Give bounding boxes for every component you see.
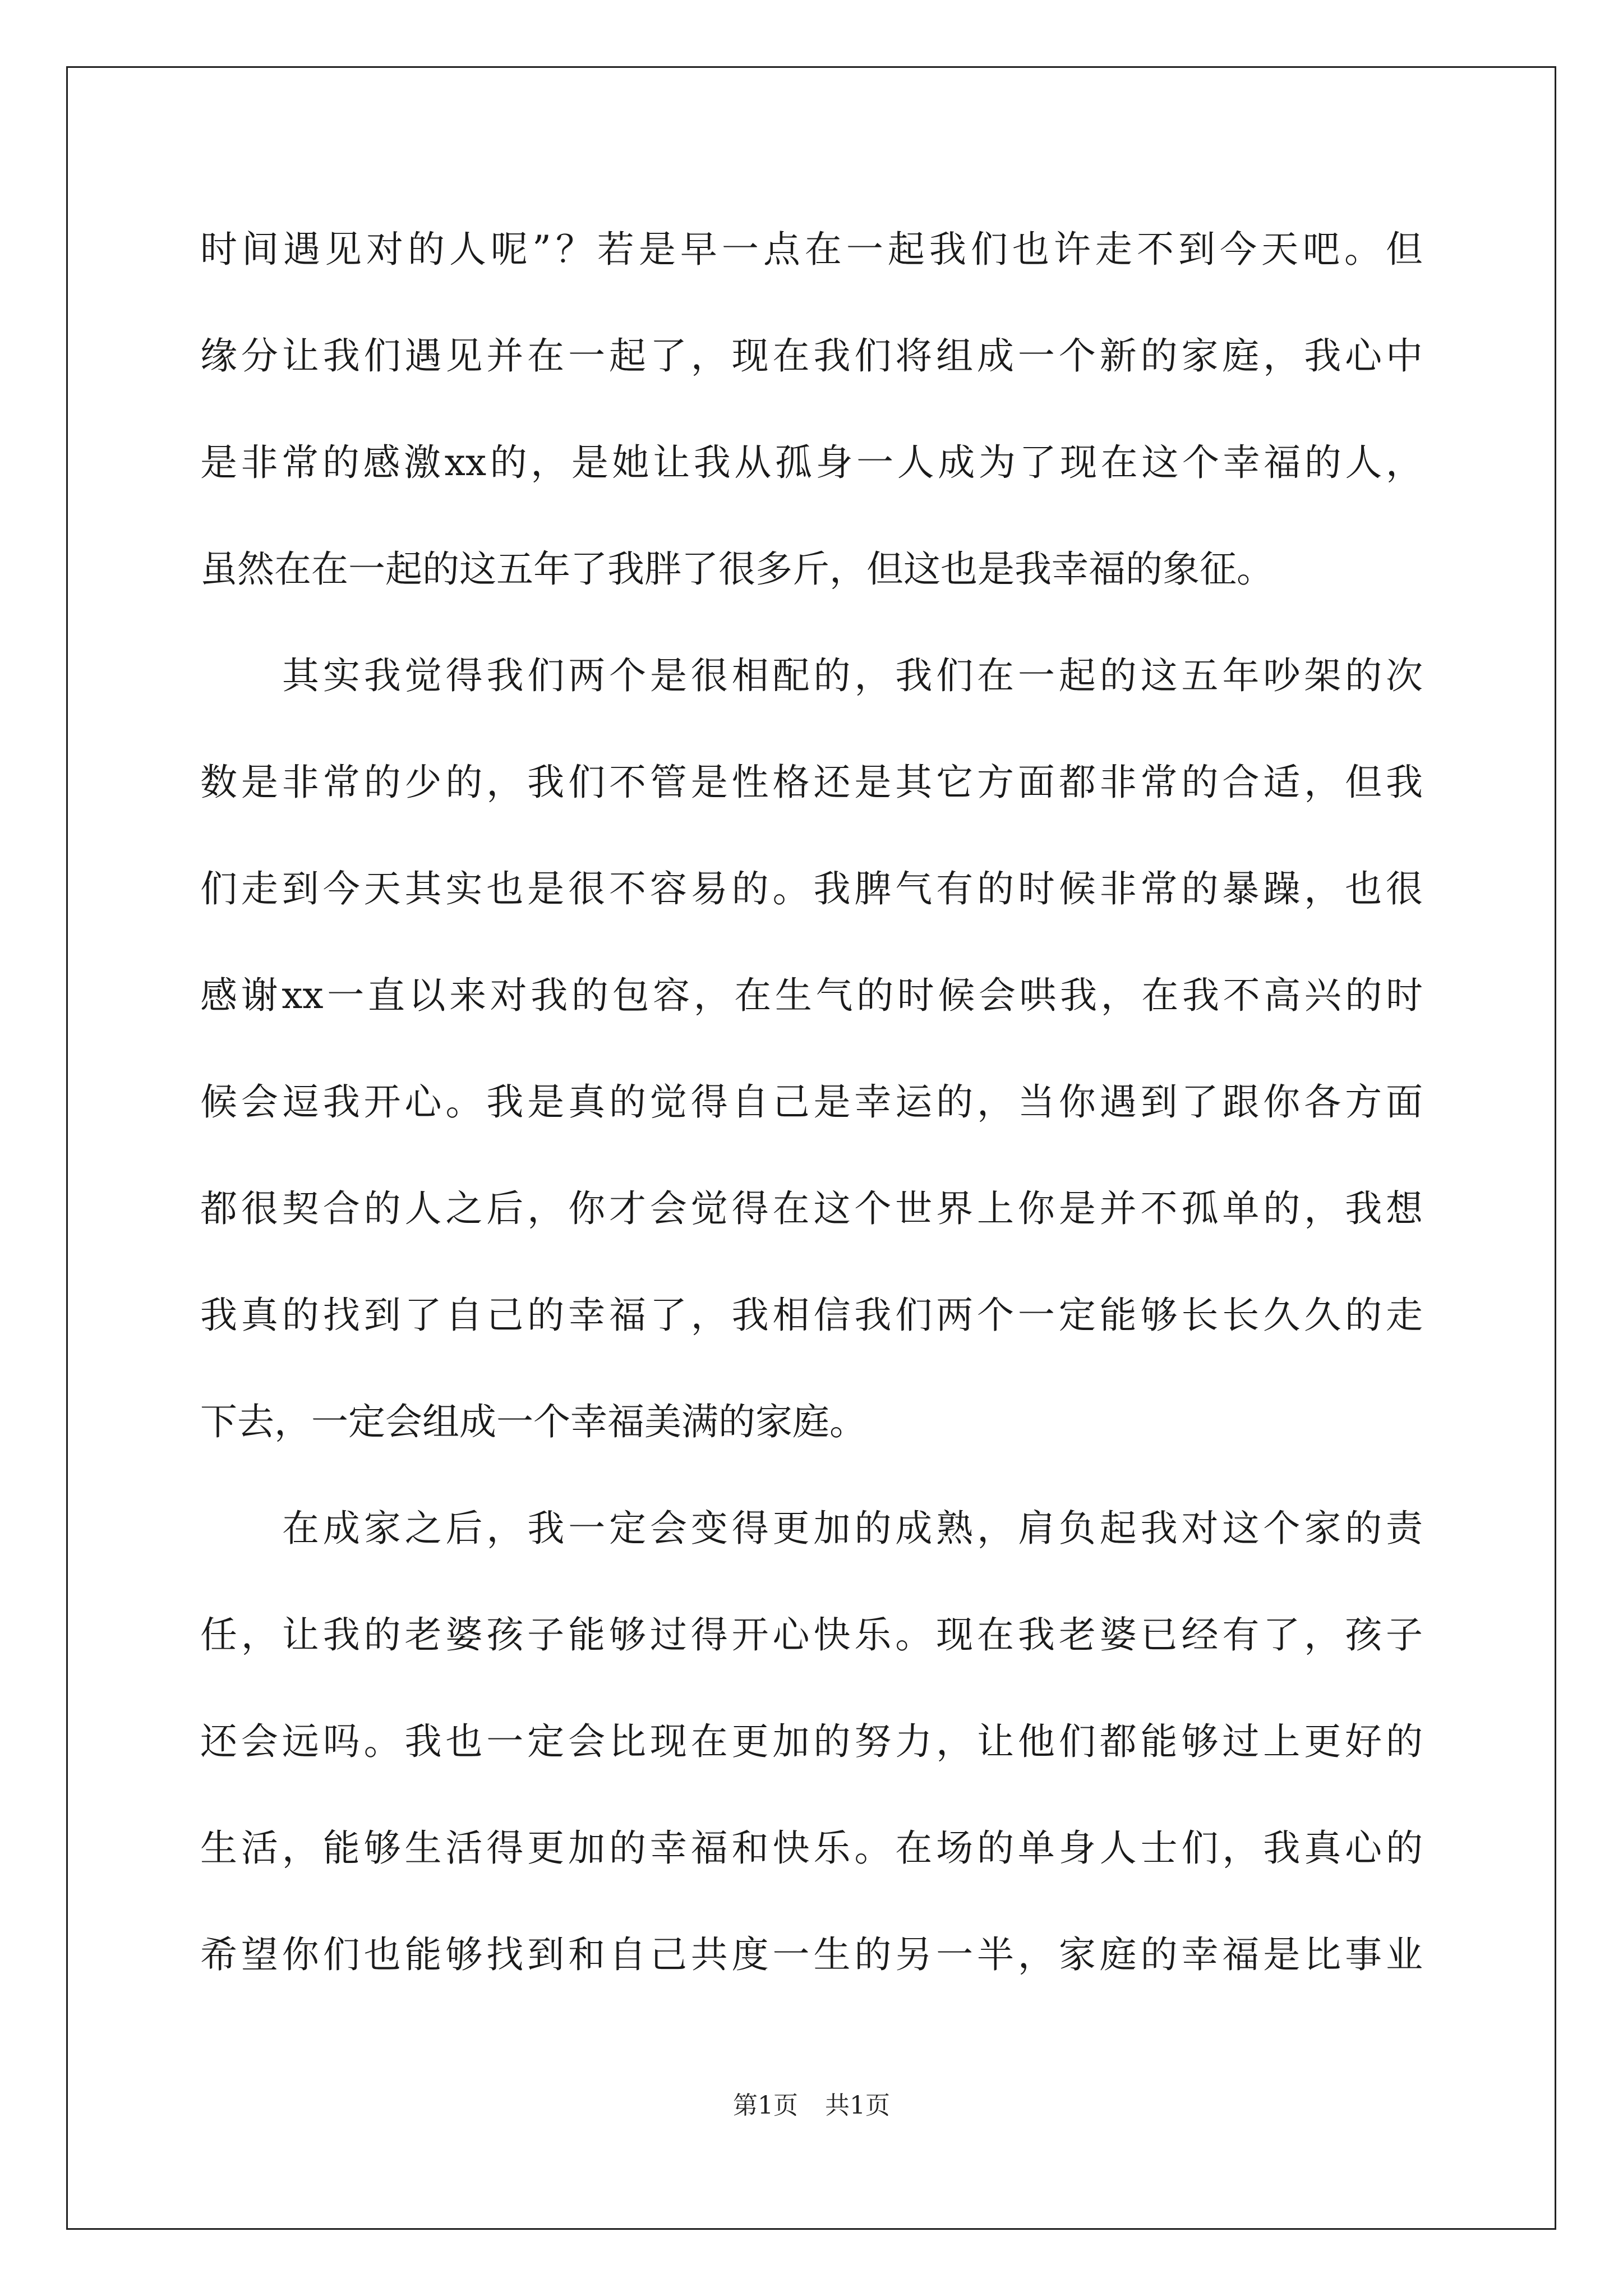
text-line: 是非常的感激xx的，是她让我从孤身一人成为了现在这个幸福的人， <box>200 441 1423 484</box>
text-line: 希望你们也能够找到和自己共度一生的另一半，家庭的幸福是比事业 <box>200 1933 1423 1976</box>
text-line: 候会逗我开心。我是真的觉得自己是幸运的，当你遇到了跟你各方面 <box>200 1080 1423 1124</box>
page-number: 第1页 <box>733 2091 798 2120</box>
text-line: 们走到今天其实也是很不容易的。我脾气有的时候非常的暴躁，也很 <box>200 867 1423 910</box>
text-line: 感谢xx一直以来对我的包容，在生气的时候会哄我，在我不高兴的时 <box>200 974 1423 1017</box>
text-line: 虽然在在一起的这五年了我胖了很多斤，但这也是我幸福的象征。 <box>200 547 1274 591</box>
paragraph-first-line: 其实我觉得我们两个是很相配的，我们在一起的这五年吵架的次 <box>282 654 1423 697</box>
page-total: 共1页 <box>825 2091 890 2120</box>
paragraph-first-line: 在成家之后，我一定会变得更加的成熟，肩负起我对这个家的责 <box>282 1507 1423 1550</box>
text-line: 生活，能够生活得更加的幸福和快乐。在场的单身人士们，我真心的 <box>200 1826 1423 1870</box>
text-line: 任，让我的老婆孩子能够过得开心快乐。现在我老婆已经有了，孩子 <box>200 1613 1423 1657</box>
text-line: 时间遇见对的人呢”？若是早一点在一起我们也许走不到今天吧。但 <box>200 228 1423 271</box>
text-line: 下去，一定会组成一个幸福美满的家庭。 <box>200 1400 866 1443</box>
page-footer <box>0 2089 1623 2123</box>
text-line: 还会远吗。我也一定会比现在更加的努力，让他们都能够过上更好的 <box>200 1720 1423 1763</box>
text-line: 数是非常的少的，我们不管是性格还是其它方面都非常的合适，但我 <box>200 761 1423 804</box>
text-line: 缘分让我们遇见并在一起了，现在我们将组成一个新的家庭，我心中 <box>200 334 1423 378</box>
text-line: 都很契合的人之后，你才会觉得在这个世界上你是并不孤单的，我想 <box>200 1187 1423 1230</box>
text-line: 我真的找到了自己的幸福了，我相信我们两个一定能够长长久久的走 <box>200 1294 1423 1337</box>
document-body <box>200 208 1423 2019</box>
